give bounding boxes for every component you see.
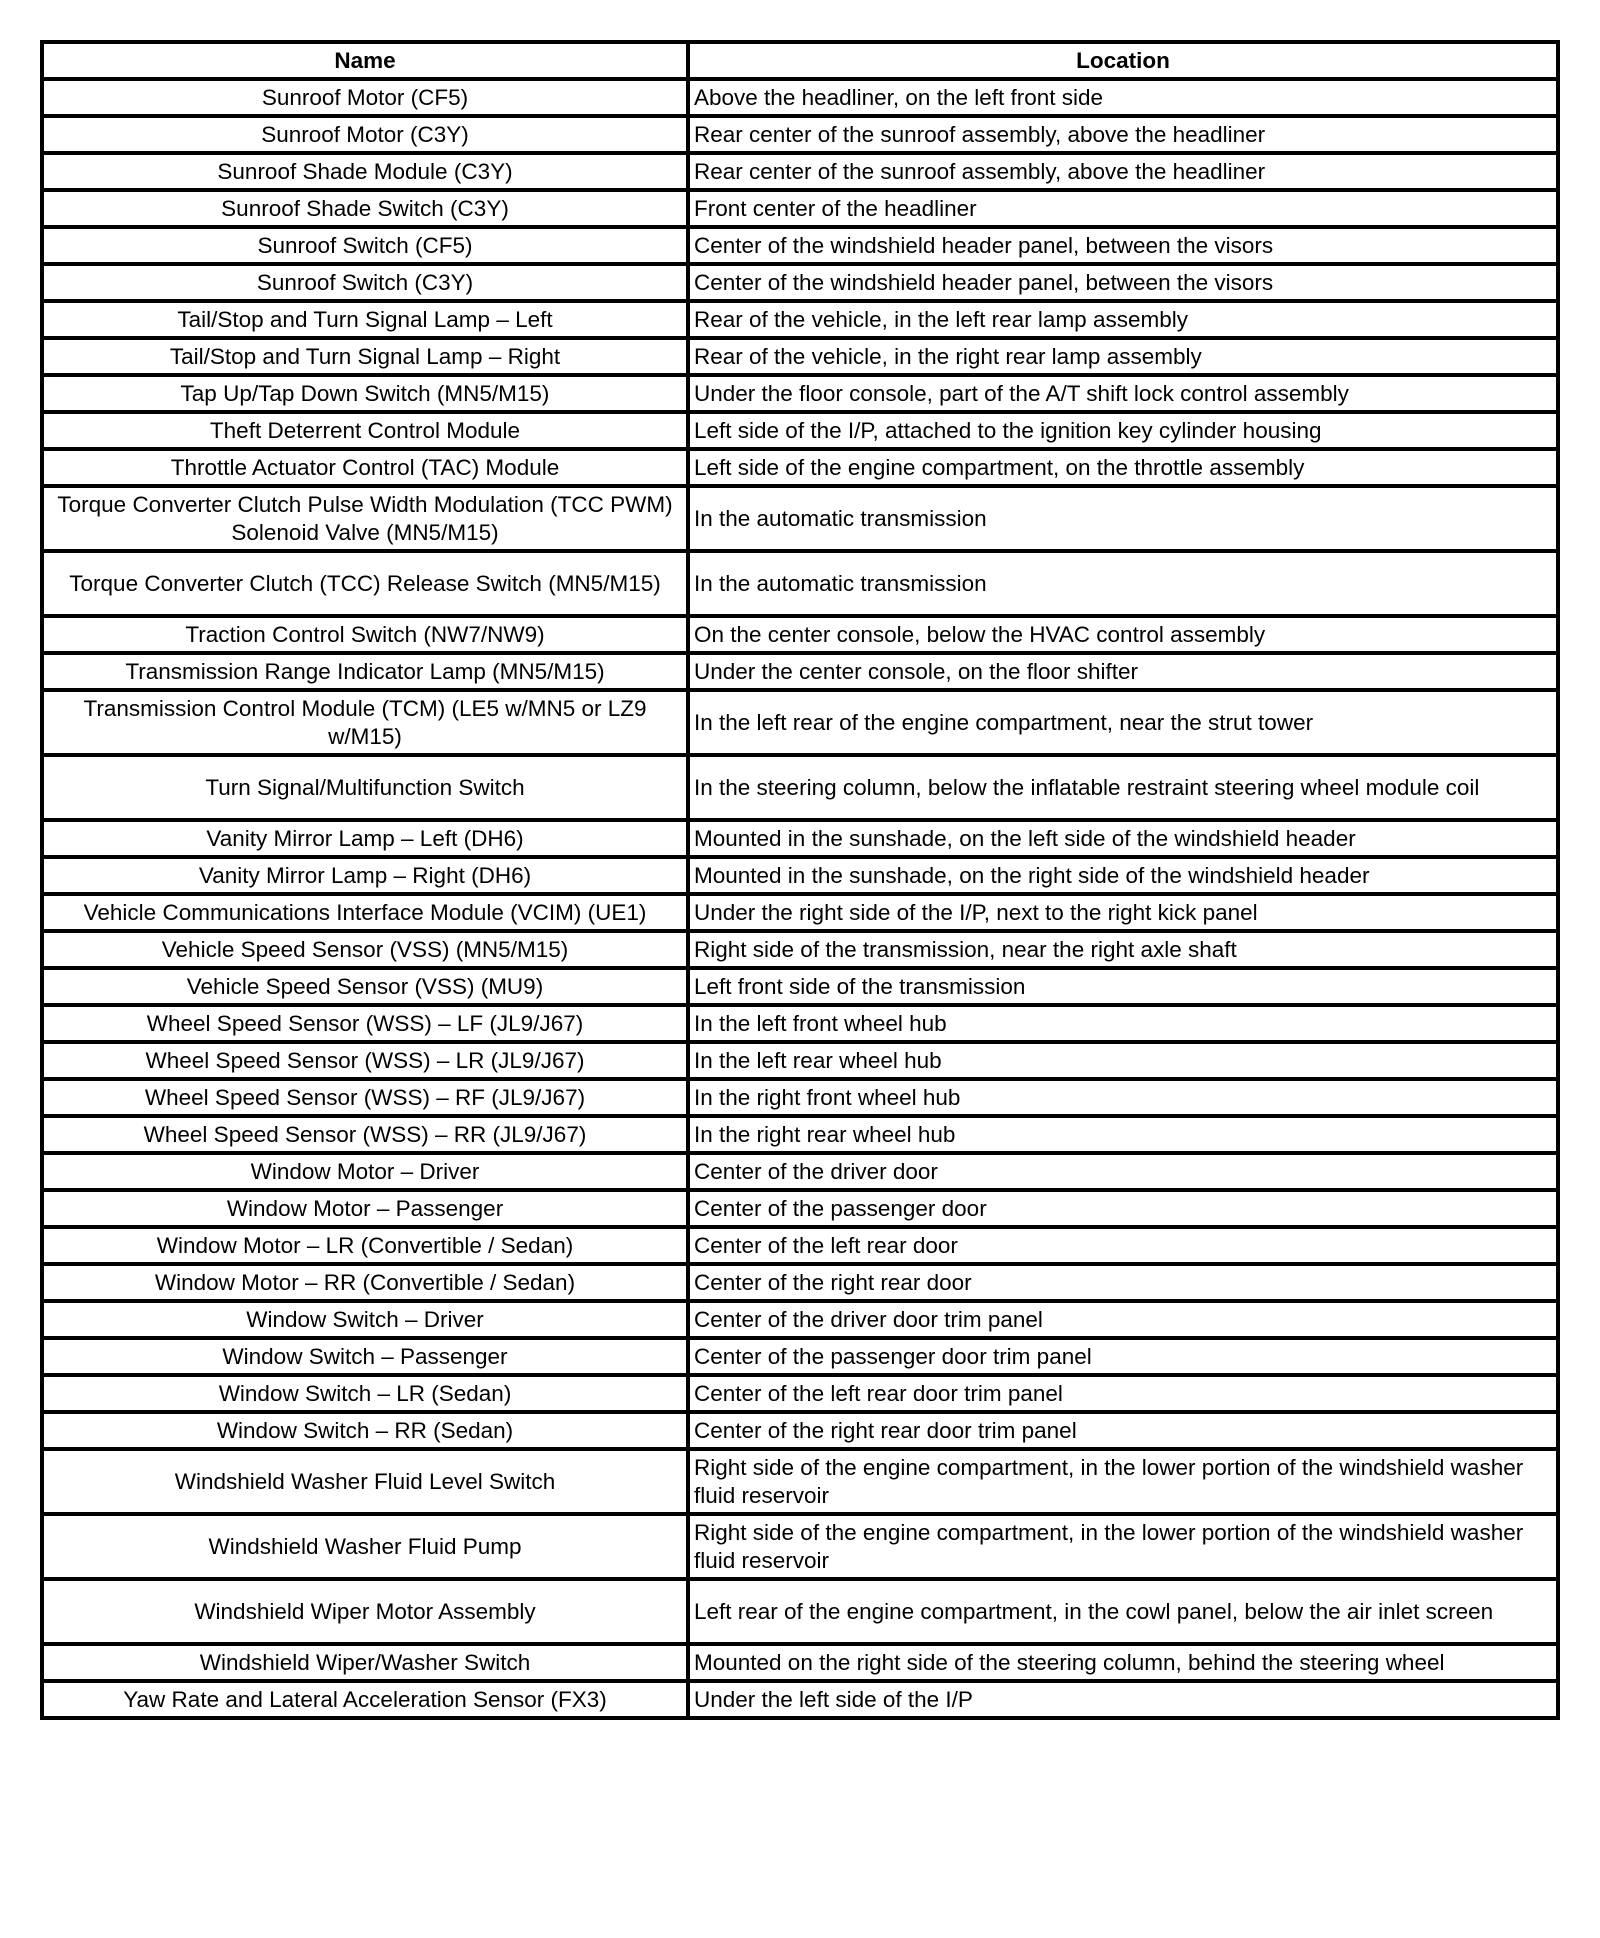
component-location-cell: Under the floor console, part of the A/T shift lock control assembly	[688, 375, 1558, 412]
component-name-cell: Transmission Range Indicator Lamp (MN5/M15)	[42, 653, 688, 690]
table-row	[42, 820, 1558, 857]
component-name-cell: Wheel Speed Sensor (WSS) – LR (JL9/J67)	[42, 1042, 688, 1079]
table-row	[42, 116, 1558, 153]
table-body	[42, 79, 1558, 1718]
component-location-cell: Right side of the transmission, near the right axle shaft	[688, 931, 1558, 968]
component-location-cell: Rear of the vehicle, in the left rear lamp assembly	[688, 301, 1558, 338]
component-location-cell: Left side of the I/P, attached to the ignition key cylinder housing	[688, 412, 1558, 449]
component-location-cell: Rear of the vehicle, in the right rear lamp assembly	[688, 338, 1558, 375]
component-location-cell: In the right rear wheel hub	[688, 1116, 1558, 1153]
table-row	[42, 894, 1558, 931]
component-name-cell: Sunroof Switch (C3Y)	[42, 264, 688, 301]
component-name-cell: Torque Converter Clutch (TCC) Release Switch (MN5/M15)	[42, 551, 688, 616]
component-name-cell: Wheel Speed Sensor (WSS) – RR (JL9/J67)	[42, 1116, 688, 1153]
table-row	[42, 1227, 1558, 1264]
component-name-cell: Vanity Mirror Lamp – Right (DH6)	[42, 857, 688, 894]
component-name-cell: Turn Signal/Multifunction Switch	[42, 755, 688, 820]
component-location-cell: Center of the right rear door	[688, 1264, 1558, 1301]
table-row	[42, 1116, 1558, 1153]
component-location-cell: On the center console, below the HVAC control assembly	[688, 616, 1558, 653]
component-name-cell: Vanity Mirror Lamp – Left (DH6)	[42, 820, 688, 857]
component-name-cell: Window Motor – LR (Convertible / Sedan)	[42, 1227, 688, 1264]
component-location-cell: Under the center console, on the floor shifter	[688, 653, 1558, 690]
component-location-cell: Left rear of the engine compartment, in the cowl panel, below the air inlet screen	[688, 1579, 1558, 1644]
component-name-cell: Traction Control Switch (NW7/NW9)	[42, 616, 688, 653]
table-row	[42, 1264, 1558, 1301]
table-row	[42, 1644, 1558, 1681]
component-location-cell: Center of the right rear door trim panel	[688, 1412, 1558, 1449]
component-name-cell: Yaw Rate and Lateral Acceleration Sensor (FX3)	[42, 1681, 688, 1718]
component-name-cell: Wheel Speed Sensor (WSS) – LF (JL9/J67)	[42, 1005, 688, 1042]
component-location-cell: Center of the passenger door trim panel	[688, 1338, 1558, 1375]
component-name-cell: Throttle Actuator Control (TAC) Module	[42, 449, 688, 486]
component-name-cell: Sunroof Shade Module (C3Y)	[42, 153, 688, 190]
table-row	[42, 616, 1558, 653]
table-row	[42, 264, 1558, 301]
table-row	[42, 1338, 1558, 1375]
component-location-cell: In the left rear wheel hub	[688, 1042, 1558, 1079]
component-name-cell: Window Motor – Driver	[42, 1153, 688, 1190]
component-name-cell: Torque Converter Clutch Pulse Width Modulation (TCC PWM) Solenoid Valve (MN5/M15)	[42, 486, 688, 551]
component-name-cell: Tap Up/Tap Down Switch (MN5/M15)	[42, 375, 688, 412]
component-location-cell: Right side of the engine compartment, in the lower portion of the windshield washer fluid reservoir	[688, 1514, 1558, 1579]
component-location-cell: Mounted in the sunshade, on the right side of the windshield header	[688, 857, 1558, 894]
component-name-cell: Vehicle Speed Sensor (VSS) (MN5/M15)	[42, 931, 688, 968]
table-row	[42, 551, 1558, 616]
table-row	[42, 1079, 1558, 1116]
table-row	[42, 486, 1558, 551]
table-row	[42, 1681, 1558, 1718]
component-location-cell: Center of the windshield header panel, between the visors	[688, 227, 1558, 264]
table-row	[42, 375, 1558, 412]
table-row	[42, 449, 1558, 486]
table-row	[42, 1190, 1558, 1227]
table-row	[42, 690, 1558, 755]
component-name-cell: Sunroof Shade Switch (C3Y)	[42, 190, 688, 227]
table-row	[42, 1514, 1558, 1579]
table-row	[42, 1153, 1558, 1190]
component-name-cell: Window Switch – Passenger	[42, 1338, 688, 1375]
component-location-cell: Front center of the headliner	[688, 190, 1558, 227]
component-location-cell: Center of the driver door trim panel	[688, 1301, 1558, 1338]
table-row	[42, 1005, 1558, 1042]
table-row	[42, 1375, 1558, 1412]
component-location-cell: Mounted on the right side of the steering column, behind the steering wheel	[688, 1644, 1558, 1681]
table-row	[42, 338, 1558, 375]
table-row	[42, 412, 1558, 449]
location-column-header: Location	[688, 42, 1558, 79]
component-name-cell: Sunroof Motor (CF5)	[42, 79, 688, 116]
table-row	[42, 755, 1558, 820]
component-location-cell: Center of the left rear door trim panel	[688, 1375, 1558, 1412]
component-name-cell: Vehicle Communications Interface Module (VCIM) (UE1)	[42, 894, 688, 931]
component-location-cell: In the automatic transmission	[688, 551, 1558, 616]
component-name-cell: Windshield Wiper Motor Assembly	[42, 1579, 688, 1644]
component-name-cell: Window Motor – RR (Convertible / Sedan)	[42, 1264, 688, 1301]
component-location-cell: Rear center of the sunroof assembly, above the headliner	[688, 153, 1558, 190]
component-name-cell: Windshield Washer Fluid Level Switch	[42, 1449, 688, 1514]
component-location-cell: Right side of the engine compartment, in the lower portion of the windshield washer fluid reservoir	[688, 1449, 1558, 1514]
component-name-cell: Window Motor – Passenger	[42, 1190, 688, 1227]
component-name-cell: Window Switch – LR (Sedan)	[42, 1375, 688, 1412]
table-row	[42, 1042, 1558, 1079]
component-location-cell: Left front side of the transmission	[688, 968, 1558, 1005]
component-location-table	[40, 40, 1560, 1720]
component-name-cell: Tail/Stop and Turn Signal Lamp – Left	[42, 301, 688, 338]
table-row	[42, 1412, 1558, 1449]
name-column-header: Name	[42, 42, 688, 79]
component-name-cell: Window Switch – Driver	[42, 1301, 688, 1338]
table-row	[42, 79, 1558, 116]
table-row	[42, 931, 1558, 968]
component-location-cell: Left side of the engine compartment, on the throttle assembly	[688, 449, 1558, 486]
table-row	[42, 301, 1558, 338]
component-name-cell: Theft Deterrent Control Module	[42, 412, 688, 449]
table-row	[42, 1579, 1558, 1644]
component-name-cell: Window Switch – RR (Sedan)	[42, 1412, 688, 1449]
component-name-cell: Wheel Speed Sensor (WSS) – RF (JL9/J67)	[42, 1079, 688, 1116]
component-location-cell: In the left rear of the engine compartment, near the strut tower	[688, 690, 1558, 755]
component-location-cell: Center of the windshield header panel, between the visors	[688, 264, 1558, 301]
component-name-cell: Windshield Wiper/Washer Switch	[42, 1644, 688, 1681]
header-row	[42, 42, 1558, 79]
component-name-cell: Sunroof Switch (CF5)	[42, 227, 688, 264]
component-name-cell: Sunroof Motor (C3Y)	[42, 116, 688, 153]
component-name-cell: Vehicle Speed Sensor (VSS) (MU9)	[42, 968, 688, 1005]
component-location-cell: In the left front wheel hub	[688, 1005, 1558, 1042]
component-location-cell: Center of the passenger door	[688, 1190, 1558, 1227]
table-row	[42, 968, 1558, 1005]
component-location-cell: In the automatic transmission	[688, 486, 1558, 551]
component-location-cell: Rear center of the sunroof assembly, above the headliner	[688, 116, 1558, 153]
table-row	[42, 227, 1558, 264]
table-row	[42, 1449, 1558, 1514]
table-row	[42, 190, 1558, 227]
component-name-cell: Tail/Stop and Turn Signal Lamp – Right	[42, 338, 688, 375]
component-location-cell: Center of the driver door	[688, 1153, 1558, 1190]
table-row	[42, 1301, 1558, 1338]
table-row	[42, 653, 1558, 690]
component-location-cell: In the steering column, below the inflatable restraint steering wheel module coil	[688, 755, 1558, 820]
component-location-cell: Under the right side of the I/P, next to the right kick panel	[688, 894, 1558, 931]
component-location-cell: In the right front wheel hub	[688, 1079, 1558, 1116]
component-location-cell: Under the left side of the I/P	[688, 1681, 1558, 1718]
table-row	[42, 857, 1558, 894]
component-location-cell: Center of the left rear door	[688, 1227, 1558, 1264]
component-name-cell: Transmission Control Module (TCM) (LE5 w/MN5 or LZ9 w/M15)	[42, 690, 688, 755]
table-row	[42, 153, 1558, 190]
component-name-cell: Windshield Washer Fluid Pump	[42, 1514, 688, 1579]
component-location-cell: Above the headliner, on the left front side	[688, 79, 1558, 116]
component-location-cell: Mounted in the sunshade, on the left side of the windshield header	[688, 820, 1558, 857]
